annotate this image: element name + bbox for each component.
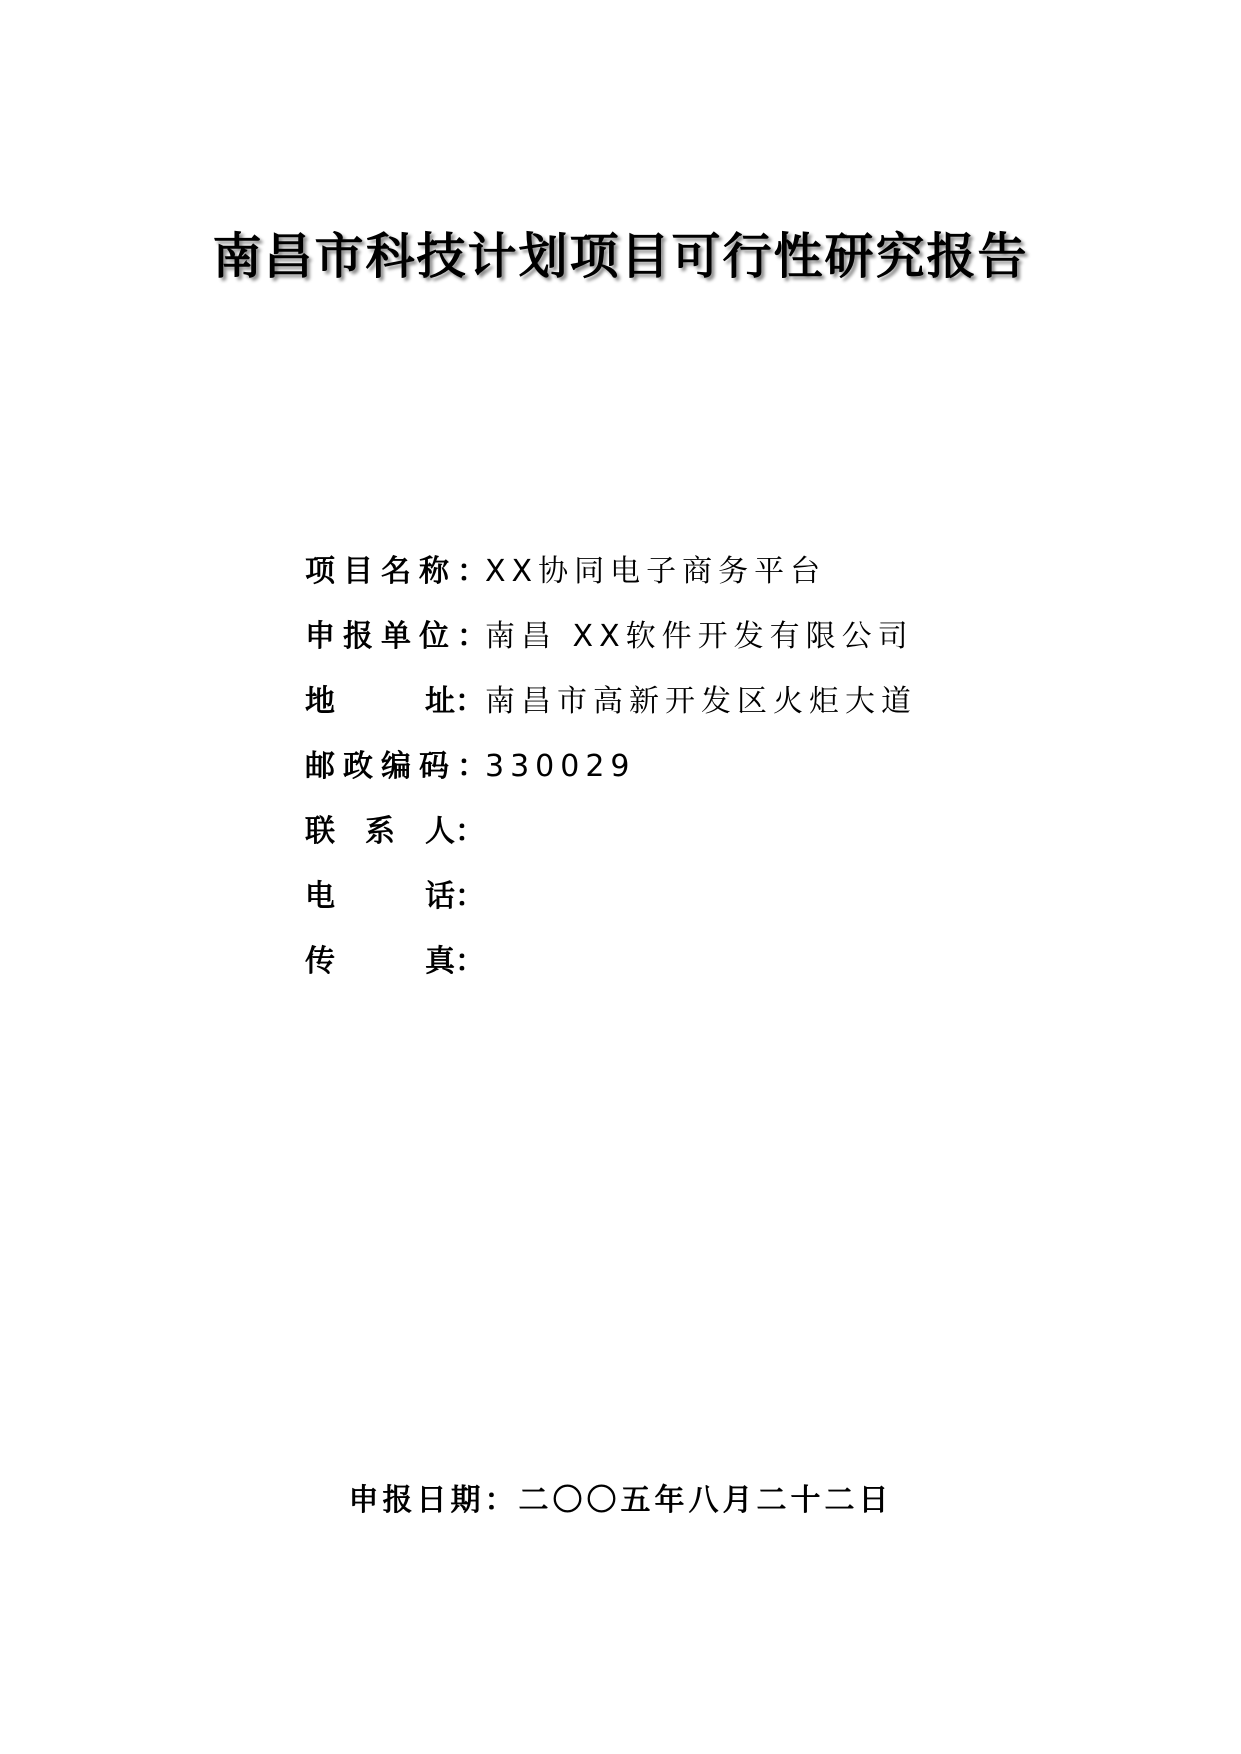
field-fax [305, 942, 485, 982]
field-label: 邮政编码： [305, 749, 495, 784]
field-label-part: 人： [425, 814, 485, 849]
field-applicant [305, 617, 914, 657]
field-label-part: 话： [425, 879, 485, 914]
field-label-part: 联 [305, 814, 335, 849]
field-value: XX协同电子商务平台 [485, 554, 827, 589]
field-label-part: 传 [305, 944, 335, 979]
field-label-part: 址： [425, 684, 485, 719]
field-label-part: 地 [305, 684, 335, 719]
field-value: 南昌 XX软件开发有限公司 [485, 619, 914, 654]
field-postal-code [305, 747, 636, 787]
field-label [305, 877, 485, 917]
field-label: 申报单位： [305, 619, 495, 654]
field-label-part: 电 [305, 879, 335, 914]
field-label: 项目名称： [305, 554, 495, 589]
field-label [305, 942, 485, 982]
field-label-part: 真： [425, 944, 485, 979]
field-label [305, 682, 485, 722]
field-label [305, 812, 485, 852]
field-label-part: 系 [365, 814, 395, 849]
field-address [305, 682, 917, 722]
field-phone [305, 877, 485, 917]
field-contact-person [305, 812, 485, 852]
field-project-name [305, 552, 826, 592]
field-value: 南昌市高新开发区火炬大道 [485, 684, 917, 719]
document-title: 南昌市科技计划项目可行性研究报告 [212, 228, 1029, 285]
application-date: 申报日期：二〇〇五年八月二十二日 [348, 1483, 893, 1518]
field-value: 330029 [485, 749, 636, 784]
